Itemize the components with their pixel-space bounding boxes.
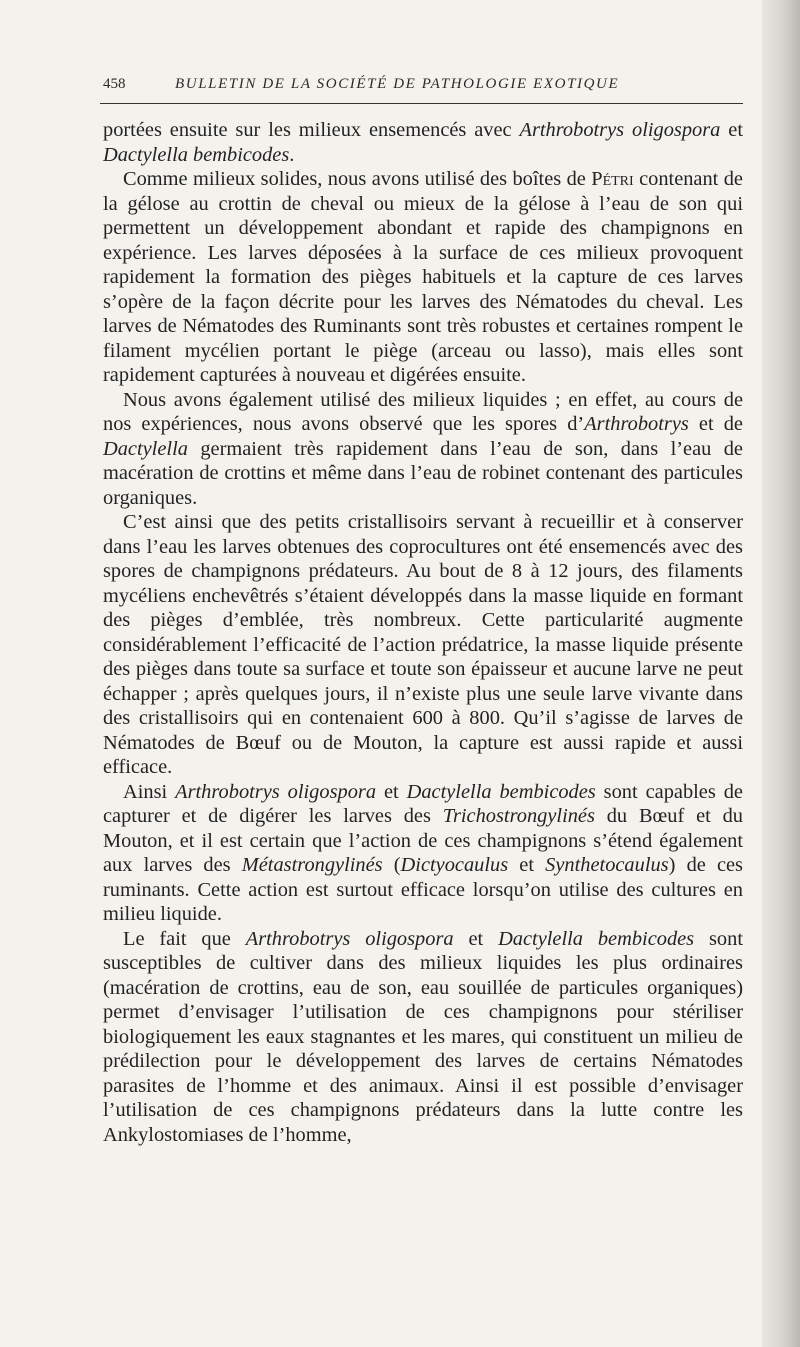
small-caps-name: Pétri	[591, 168, 634, 190]
text-run: Le fait que	[123, 927, 246, 950]
paragraph	[103, 167, 743, 388]
italic-term: Dictyocaulus	[400, 854, 509, 876]
text-run: sont susceptibles de cultiver dans des milieux liquides les plus ordinaires (macération de crottins, eau de son, eau souillée de particules organiques) permet d’envisager l’utilisation de ces champignons pour stériliser biologiquement les eaux stagnantes et les mares, qui constituent un milieu de prédilection pour le développement des larves de certains Nématodes parasites de l’homme et des animaux. Ainsi il est possible d’envisager l’utilisation de ces champignons prédateurs dans la lutte contre les Ankylostomiases de l’homme,	[103, 927, 743, 1146]
header-rule	[100, 103, 743, 104]
text-run: du Bœuf et du Mouton, et il est certain que l’action de ces champignons s’étend également aux larves des	[103, 805, 744, 876]
page-number: 458	[103, 76, 126, 92]
italic-term: Dactylella bembicodes	[103, 143, 290, 166]
paragraph	[103, 780, 743, 927]
paragraph	[103, 927, 743, 1148]
text-run: contenant de la gélose au crottin de cheval ou mieux de la gélose à l’eau de son qui permettent un développement abondant et rapide des champignons en expérience. Les larves déposées à la surface de ces milieux provoquent rapidement la formation des pièges habituels et la capture de ces larves s’opère de la façon décrite pour les larves des Nématodes du cheval. Les larves de Nématodes des Ruminants sont très robustes et certaines rompent le filament mycélien portant le piège (arceau ou lasso), mais elles sont rapidement capturées à nouveau et digérées ensuite.	[103, 168, 743, 386]
text-run: Comme milieux solides, nous avons utilisé des boîtes de	[123, 168, 592, 190]
paragraph	[103, 388, 743, 511]
text-run: et	[508, 854, 546, 876]
italic-term: Arthrobotrys	[584, 413, 689, 435]
text-run: .	[289, 143, 295, 166]
text-run: germaient très rapidement dans l’eau de son, dans l’eau de macération de crottins et même dans l’eau de robinet contenant des particules organiques.	[103, 437, 743, 509]
text-run: ) de ces ruminants. Cette action est surtout efficace lorsqu’on utilise des cultures en milieu liquide.	[103, 854, 743, 925]
text-run: et	[376, 780, 407, 803]
italic-term: Dactylella bembicodes	[406, 780, 596, 803]
italic-term: Arthrobotrys oligospora	[175, 780, 377, 803]
italic-term: Arthrobotrys oligospora	[245, 927, 454, 950]
text-run: (	[382, 854, 401, 876]
italic-term: Trichostrongylinés	[442, 805, 595, 827]
italic-term: Synthetocaulus	[545, 854, 669, 876]
italic-term: Arthrobotrys oligospora	[519, 119, 721, 141]
page-edge-shadow	[762, 0, 800, 1347]
paragraph	[103, 118, 743, 167]
italic-term: Dactylella	[103, 437, 188, 460]
paragraph	[103, 510, 743, 780]
italic-term: Dactylella bembicodes	[498, 927, 695, 950]
text-run: sont capables de capturer et de digérer les larves des	[103, 780, 743, 827]
text-run: et de	[688, 413, 743, 435]
body-text	[103, 118, 743, 1147]
text-run: portées ensuite sur les milieux ensemencés avec	[103, 119, 520, 141]
text-run: C’est ainsi que des petits cristallisoirs servant à recueillir et à conserver dans l’eau les larves obtenues des coprocultures ont été ensemencés avec des spores de champignons prédateurs. Au bout de 8 à 12 jours, des filaments mycéliens enchevêtrés s’étaient développés dans la masse liquide en formant des pièges d’emblée, très nombreux. Cette particularité augmente considérablement l’efficacité de l’action prédatrice, la masse liquide présente des pièges dans toute sa surface et toute son épaisseur et aucune larve ne peut échapper ; après quelques jours, il n’existe plus une seule larve vivante dans des cristallisoirs qui en contenaient 600 à 800. Qu’il s’agisse de larves de Nématodes de Bœuf ou de Mouton, la capture est aussi rapide et aussi efficace.	[103, 511, 743, 778]
running-title: BULLETIN DE LA SOCIÉTÉ DE PATHOLOGIE EXOTIQUE	[175, 76, 620, 92]
text-run: et	[720, 119, 743, 141]
text-run: Nous avons également utilisé des milieux liquides ; en effet, au cours de nos expériences, nous avons observé que les spores d’	[103, 388, 743, 435]
italic-term: Métastrongylinés	[241, 854, 383, 876]
text-run: et	[453, 927, 499, 950]
text-run: Ainsi	[123, 780, 176, 803]
